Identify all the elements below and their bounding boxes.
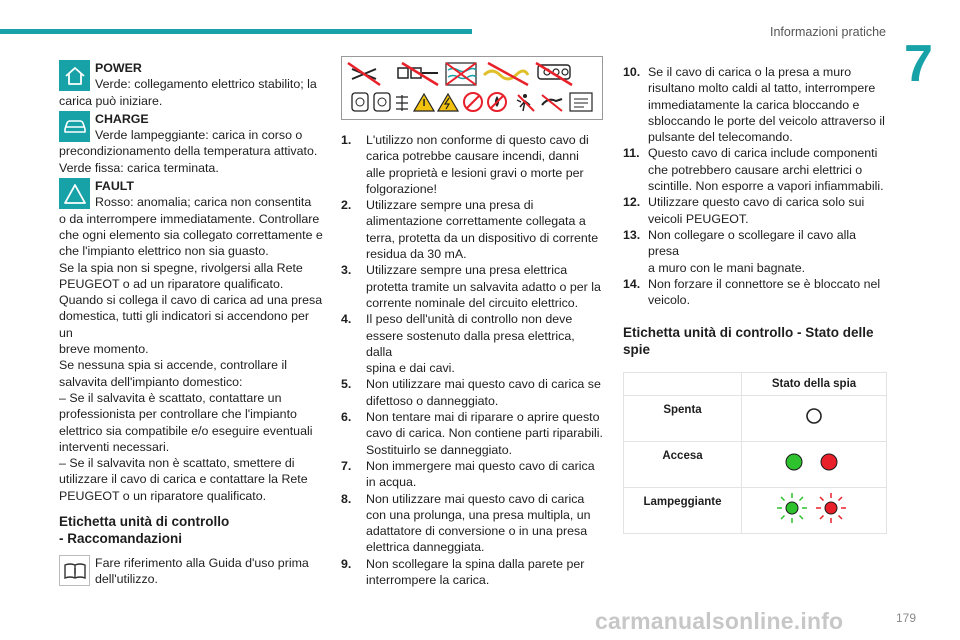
list-item: 8. Non utilizzare mai questo cavo di carica con una prolunga, una presa multipla, un adattatore di conversione o in una presa elettrica danneggiata.: [341, 491, 591, 555]
table-header: Stato della spia: [742, 373, 887, 396]
list-item: 12. Utilizzare questo cavo di carica solo sui veicoli PEUGEOT.: [623, 195, 865, 226]
read-manual-icon: [570, 93, 592, 111]
list-item: 7. Non immergere mai questo cavo di carica in acqua.: [341, 458, 595, 490]
lamp-off-icon: [807, 409, 821, 423]
warning-triangle-icon: [59, 178, 90, 209]
list-item: 5. Non utilizzare mai questo cavo di carica se difettoso o danneggiato.: [341, 377, 601, 408]
list-item: 13. Non collegare o scollegare il cavo alla presa a muro con le mani bagnate.: [623, 227, 857, 275]
status-label: POWER: [95, 61, 142, 75]
car-icon: [59, 111, 90, 142]
lamp-red-blink-icon: [816, 493, 846, 523]
no-wet-hands-icon: [542, 95, 562, 111]
page-number: 179: [895, 611, 916, 625]
no-water-icon: [446, 63, 476, 85]
header-accent-bar: [0, 29, 472, 34]
status-fault: FAULT Rosso: anomalia; carica non consentita o da interrompere immediatamente. Controllare che ogni elemento sia collegato correttamente e che l'impianto elettrico non sia guasto. Se la spia non si spegne, rivolgersi alla Rete PEUGEOT o ad un riparatore qualificato. Quando si collega il cavo di carica ad una presa domestica, tutti gli indicatori si accendono per un breve momento. Se nessuna spia si accende, controllare il salvavita dell'impianto domestico: – Se il salvavita è scattato, contattare un professionista per controllare che l'impianto elettrico sia compatibile e/o eseguire eventuali interventi necessari. – Se il salvavita non è scattato, smettere di utilizzare il cavo di carica e contattare la Rete PEUGEOT o un riparatore qualificato.: [59, 178, 325, 504]
no-splitter-icon: [398, 63, 438, 85]
book-icon: [59, 555, 90, 586]
status-label: FAULT: [95, 179, 134, 194]
table-header-row: [624, 373, 887, 396]
list-item: 2. Utilizzare sempre una presa di alimentazione correttamente collegata a terra, protetta da un dispositivo di corrente residua da 30 mA.: [341, 198, 599, 262]
section-title-recommendations: Etichetta unità di controllo - Raccomandazioni: [59, 514, 230, 547]
list-item: 1. L'utilizzo non conforme di questo cavo di carica potrebbe causare incendi, danni alle proprietà e lesioni gravi o morte per folgorazione!: [341, 133, 589, 196]
middle-column: [341, 56, 603, 588]
warning-label-panel: [341, 56, 603, 120]
socket-icon: [352, 93, 368, 111]
electric-warning-icon: [438, 94, 458, 111]
table-row: Spenta: [624, 396, 887, 442]
status-charge: CHARGE Verde lampeggiante: carica in corso o precondizionamento della temperatura attivato. Verde fissa: carica terminata.: [59, 111, 325, 176]
list-item: 10. Se il cavo di carica o la presa a muro risultano molto caldi al tatto, interrompere immediatamente la carica bloccando e sbloccando le porte del veicolo attraverso il pulsante del telecomando.: [623, 65, 885, 145]
list-item: 14. Non forzare il connettore se è bloccato nel veicolo.: [623, 276, 881, 308]
lamp-status-table: [623, 372, 887, 534]
manual-reference: Fare riferimento alla Guida d'uso prima dell'utilizzo.: [59, 555, 325, 588]
status-power: POWER Verde: collegamento elettrico stabilito; la carica può iniziare.: [59, 60, 325, 109]
no-extension-icon: [484, 63, 528, 85]
home-icon: [59, 60, 90, 91]
list-item: 6. Non tentare mai di riparare o aprire questo cavo di carica. Non contiene parti riparabili. Sostituirlo se danneggiato.: [341, 410, 603, 457]
list-item: 9. Non scollegare la spina dalla parete per interrompere la carica.: [341, 556, 585, 588]
section-header-title: Informazioni pratiche: [769, 25, 886, 39]
list-item: 11. Questo cavo di carica include componenti che potrebbero causare archi elettrici o scintille. Non esporre a vapori infiammabili.: [623, 146, 884, 194]
no-spray-icon: [464, 93, 482, 111]
list-item: 4. Il peso dell'unità di controllo non deve essere sostenuto dalla presa elettrica, dalla spina e dai cavi.: [341, 312, 575, 376]
rcd-icon: [396, 95, 408, 111]
status-label: CHARGE: [95, 111, 149, 126]
section-title-lamp-status: Etichetta unità di controllo - Stato delle spie: [623, 325, 874, 358]
lamp-red-icon: [821, 454, 837, 470]
safety-list-2: [623, 64, 888, 308]
no-running-icon: [517, 94, 534, 111]
no-tools-icon: [348, 63, 380, 85]
table-row: Accesa: [624, 442, 887, 488]
table-row: Lampeggiante: [624, 488, 887, 534]
right-column: [623, 64, 888, 534]
safety-list-1: [341, 132, 603, 588]
left-column: [59, 60, 325, 590]
watermark: carmanualsonline.info: [595, 608, 844, 634]
no-fire-icon: [488, 93, 506, 111]
list-item: 3. Utilizzare sempre una presa elettrica protetta tramite un salvavita adatto o per la corrente nominale del circuito elettrico.: [341, 263, 601, 310]
no-damaged-cable-icon: [536, 63, 572, 85]
lamp-green-blink-icon: [777, 493, 807, 523]
chapter-number: 7: [904, 35, 933, 93]
lamp-green-icon: [786, 454, 802, 470]
warning-icon: [414, 94, 434, 111]
socket-icon: [374, 93, 390, 111]
